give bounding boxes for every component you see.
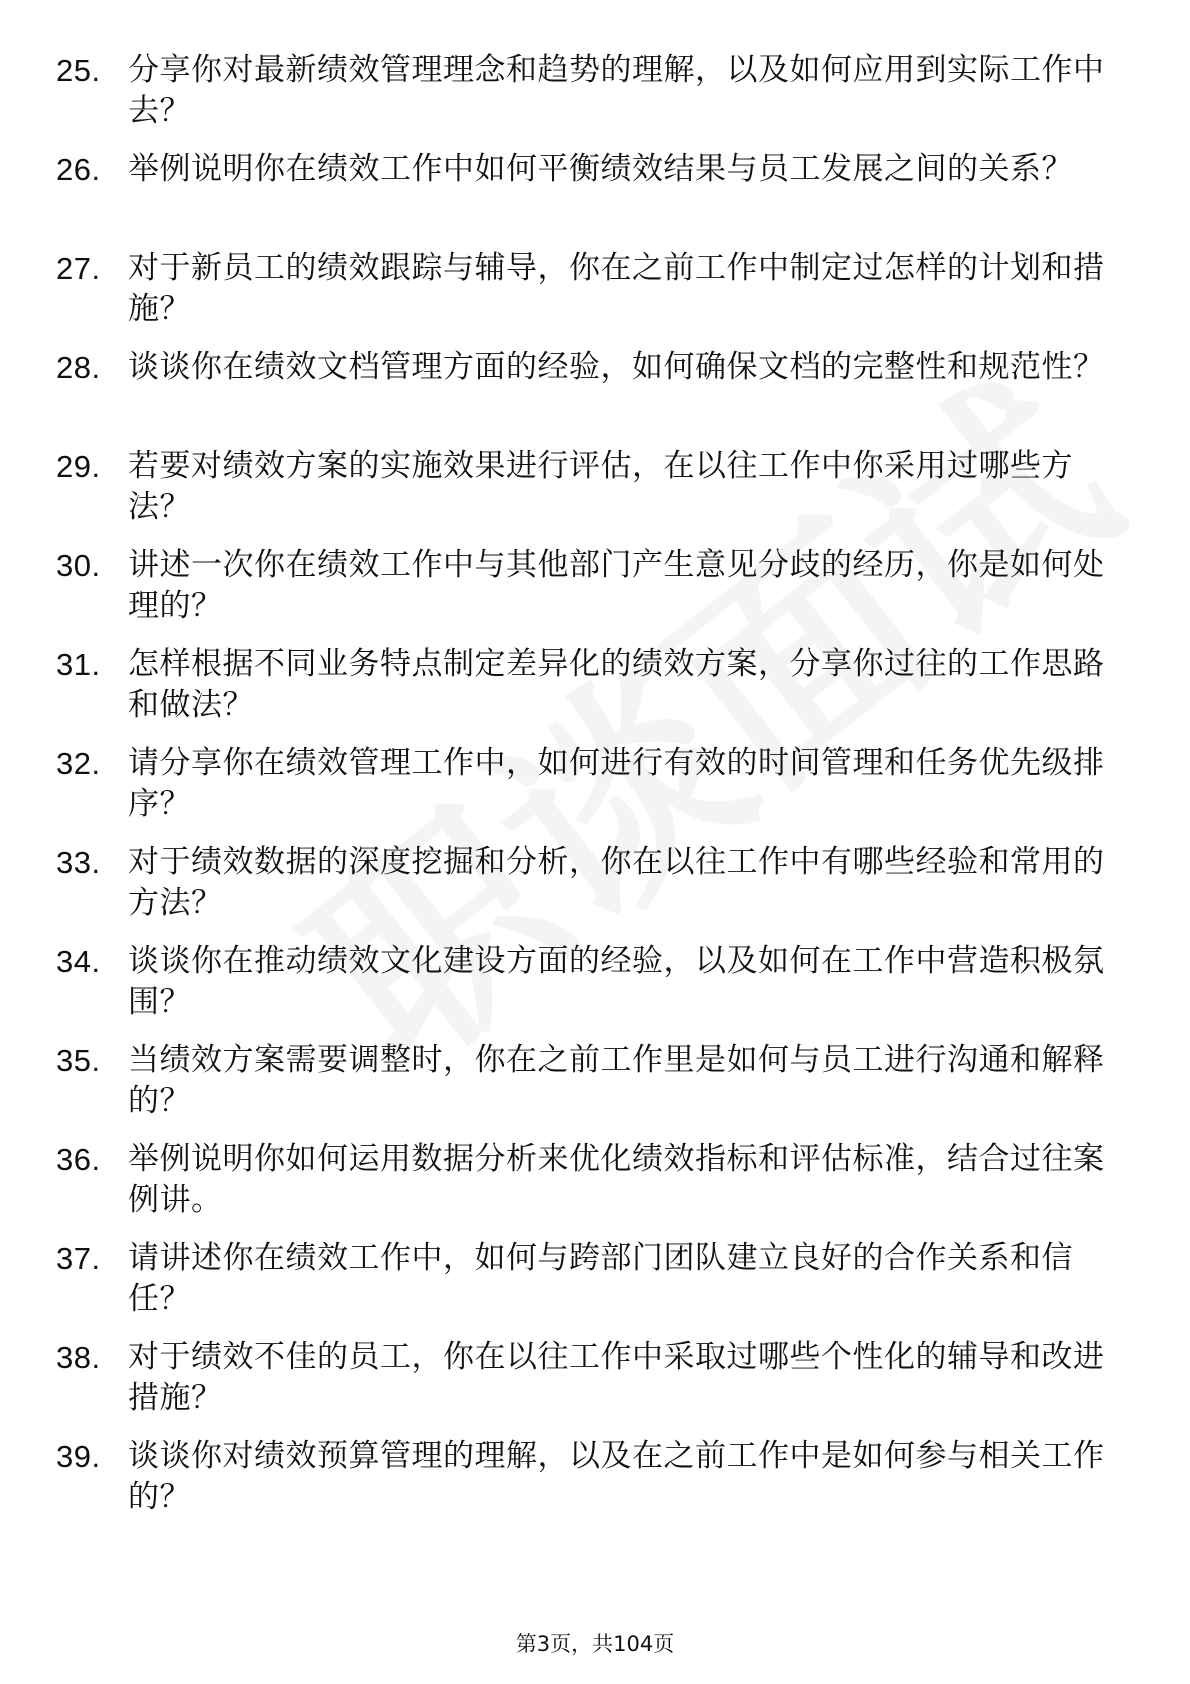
question-number: 37. <box>56 1241 101 1276</box>
question-item <box>56 50 1126 132</box>
question-number: 27. <box>56 251 101 286</box>
question-item <box>56 941 1126 1023</box>
question-text: 对于新员工的绩效跟踪与辅导，你在之前工作中制定过怎样的计划和措施？ <box>128 250 1105 327</box>
question-text: 谈谈你在推动绩效文化建设方面的经验，以及如何在工作中营造积极氛围？ <box>128 943 1105 1020</box>
question-item <box>56 1436 1126 1518</box>
question-number: 28. <box>56 350 101 385</box>
question-item <box>56 248 1126 330</box>
question-text: 请分享你在绩效管理工作中，如何进行有效的时间管理和任务优先级排序？ <box>128 745 1105 822</box>
question-number: 34. <box>56 944 101 979</box>
question-text: 谈谈你对绩效预算管理的理解，以及在之前工作中是如何参与相关工作的？ <box>128 1438 1105 1515</box>
question-item <box>56 1238 1126 1320</box>
question-item <box>56 347 1126 429</box>
question-item <box>56 743 1126 825</box>
question-number: 31. <box>56 647 101 682</box>
question-number: 32. <box>56 746 101 781</box>
question-item <box>56 1139 1126 1221</box>
question-number: 35. <box>56 1043 101 1078</box>
question-item <box>56 1337 1126 1419</box>
question-text: 举例说明你如何运用数据分析来优化绩效指标和评估标准，结合过往案例讲。 <box>128 1141 1105 1218</box>
question-item <box>56 644 1126 726</box>
question-text: 怎样根据不同业务特点制定差异化的绩效方案，分享你过往的工作思路和做法？ <box>128 646 1105 723</box>
question-text: 对于绩效不佳的员工，你在以往工作中采取过哪些个性化的辅导和改进措施？ <box>128 1339 1105 1416</box>
question-text: 请讲述你在绩效工作中，如何与跨部门团队建立良好的合作关系和信任？ <box>128 1240 1073 1317</box>
question-number: 29. <box>56 449 101 484</box>
question-number: 25. <box>56 53 101 88</box>
question-item <box>56 1040 1126 1122</box>
question-number: 36. <box>56 1142 101 1177</box>
question-item <box>56 545 1126 627</box>
question-item <box>56 149 1126 231</box>
question-number: 30. <box>56 548 101 583</box>
question-number: 39. <box>56 1439 101 1474</box>
question-text: 讲述一次你在绩效工作中与其他部门产生意见分歧的经历，你是如何处理的？ <box>128 547 1105 624</box>
question-list <box>56 50 1126 1535</box>
question-number: 26. <box>56 152 101 187</box>
question-number: 38. <box>56 1340 101 1375</box>
question-text: 对于绩效数据的深度挖掘和分析，你在以往工作中有哪些经验和常用的方法？ <box>128 844 1105 921</box>
question-text: 当绩效方案需要调整时，你在之前工作里是如何与员工进行沟通和解释的？ <box>128 1042 1105 1119</box>
question-number: 33. <box>56 845 101 880</box>
question-text: 举例说明你在绩效工作中如何平衡绩效结果与员工发展之间的关系？ <box>128 151 1073 187</box>
question-text: 分享你对最新绩效管理理念和趋势的理解，以及如何应用到实际工作中去？ <box>128 52 1105 129</box>
question-item <box>56 842 1126 924</box>
question-item <box>56 446 1126 528</box>
page-indicator: 第3页，共104页 <box>515 1632 675 1656</box>
question-text: 谈谈你在绩效文档管理方面的经验，如何确保文档的完整性和规范性？ <box>128 349 1105 385</box>
question-text: 若要对绩效方案的实施效果进行评估，在以往工作中你采用过哪些方法？ <box>128 448 1073 525</box>
